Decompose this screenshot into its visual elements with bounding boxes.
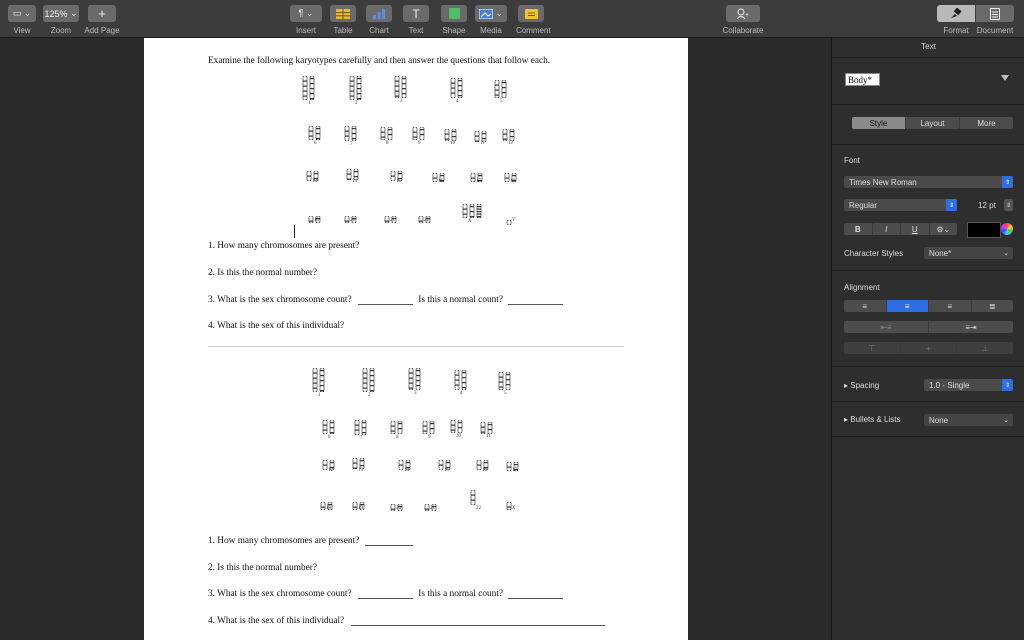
alignment-label: Alignment	[844, 283, 880, 292]
paragraph-style-box[interactable]: Body*	[845, 73, 880, 86]
chromosome-number: 18	[326, 506, 331, 511]
chromosome-number: 10	[450, 141, 455, 146]
add-page-label: Add Page	[84, 26, 120, 35]
font-name-value: Times New Roman	[849, 177, 917, 187]
chromosome-number: 19	[314, 218, 319, 223]
text-icon: T	[403, 5, 429, 22]
insert-label: Insert	[295, 26, 316, 35]
table-label: Table	[333, 26, 353, 35]
chromosome-number: 11	[480, 141, 485, 146]
document-label: Document	[976, 26, 1014, 35]
chromosome-number: 14	[404, 468, 409, 473]
answer-blank[interactable]	[365, 536, 413, 546]
divider	[832, 401, 1024, 402]
bold-button[interactable]: B	[844, 223, 873, 235]
intro-text[interactable]: Examine the following karyotypes carefully and then answer the questions that follow each.	[208, 56, 551, 66]
chromosome-number: 12	[328, 468, 333, 473]
chromosome-number: 10	[456, 434, 461, 439]
view-control[interactable]	[8, 5, 36, 35]
divider	[832, 57, 1024, 58]
chromosome-number: 15	[444, 468, 449, 473]
divider	[832, 366, 1024, 367]
align-bottom-icon[interactable]: ⊥	[981, 343, 989, 353]
chromosome-number: 22	[476, 506, 481, 511]
media-label: Media	[480, 26, 502, 35]
answer-blank[interactable]	[351, 616, 605, 626]
font-size-value[interactable]: 12 pt	[978, 201, 996, 210]
alignment-buttons	[844, 300, 1013, 312]
svg-text:+: +	[745, 12, 750, 19]
sidebar-tabs	[852, 117, 1013, 129]
vertical-align-buttons	[844, 342, 1013, 354]
chevron-down-icon: ⌄	[1003, 250, 1009, 257]
chromosome-number: 16	[438, 179, 443, 184]
chevron-down-icon: ⌄	[1003, 417, 1009, 424]
chromosome-number: 13	[312, 179, 317, 184]
spacing-toggle[interactable]	[844, 381, 879, 390]
chromosome-number: 4	[460, 391, 463, 396]
chromosome-number: 7	[350, 142, 353, 147]
k2-question-3b: Is this a normal count?	[418, 589, 503, 599]
align-right-icon[interactable]: ≡	[929, 300, 972, 312]
spacing-value: 1.0 - Single	[929, 380, 970, 390]
divider	[832, 144, 1024, 145]
text-color-well[interactable]	[967, 222, 1001, 238]
chromosome-number: 17	[476, 179, 481, 184]
align-justify-icon[interactable]: ≣	[988, 301, 996, 311]
divider	[832, 104, 1024, 105]
underline-button[interactable]: U	[901, 223, 930, 235]
k2-question-4[interactable]	[208, 616, 605, 626]
chromosome-number: 4	[456, 99, 459, 104]
updown-arrows-icon: ⇕	[1002, 379, 1013, 391]
updown-arrows-icon: ⇕	[1002, 176, 1013, 188]
text-style-buttons	[844, 223, 957, 235]
disclosure-triangle-icon: ▸	[844, 381, 849, 390]
chart-label: Chart	[369, 26, 389, 35]
k2-question-3[interactable]	[208, 589, 563, 599]
shape-label: Shape	[442, 26, 466, 35]
chromosome-number: 21	[390, 218, 395, 223]
view-icon: ▭ ⌄	[8, 5, 36, 22]
collaborate-button[interactable]	[720, 5, 766, 35]
chromosome-number: 13	[358, 468, 363, 473]
collaborate-icon	[726, 5, 760, 22]
zoom-control[interactable]	[43, 5, 79, 35]
chromosome-number: 3	[400, 99, 403, 104]
bullets-select[interactable]	[924, 414, 1013, 426]
k1-question-4[interactable]: 4. What is the sex of this individual?	[208, 321, 345, 331]
k1-question-3a: 3. What is the sex chromosome count?	[208, 295, 352, 305]
chromosome-number: 11	[486, 434, 491, 439]
align-left-icon[interactable]: ≡	[844, 300, 887, 312]
font-size-stepper[interactable]: ⇕	[1004, 199, 1013, 211]
k1-question-3b: Is this a normal count?	[418, 295, 503, 305]
tab-more[interactable]: More	[977, 118, 996, 128]
chromosome-number: 6	[328, 435, 331, 440]
chromosome-number: 14	[352, 179, 357, 184]
chromosome-number: X	[468, 219, 472, 224]
comment-button[interactable]	[516, 5, 551, 35]
comment-label: Comment	[516, 26, 551, 35]
align-top-icon[interactable]: ⊤	[844, 342, 901, 354]
chromosome-number: 5	[504, 391, 507, 396]
font-label: Font	[844, 156, 861, 165]
gear-icon[interactable]: ⚙⌄	[936, 224, 951, 234]
chromosome-number: 21	[430, 506, 435, 511]
font-style-value: Regular	[849, 200, 878, 210]
add-page-control[interactable]	[84, 5, 120, 35]
toolbar	[0, 0, 1024, 38]
format-label: Format	[943, 26, 969, 35]
text-label: Text	[408, 26, 424, 35]
chromosome-number: 9	[428, 435, 431, 440]
chromosome-number: 1	[308, 101, 311, 106]
chromosome-number: 22	[424, 218, 429, 223]
answer-blank[interactable]	[358, 589, 413, 599]
chromosome-number: 8	[396, 435, 399, 440]
font-style-select[interactable]	[844, 199, 957, 211]
table-icon	[330, 5, 356, 22]
text-button[interactable]	[403, 5, 429, 35]
paintbrush-icon	[937, 5, 975, 22]
chromosome-number: 6	[314, 141, 317, 146]
chart-button[interactable]	[366, 5, 392, 35]
character-styles-label: Character Styles	[844, 249, 904, 258]
karyotype-2	[144, 38, 688, 528]
chevron-down-icon[interactable]	[1001, 75, 1009, 81]
tab-layout[interactable]: Layout	[906, 117, 960, 129]
indent-buttons	[844, 321, 1013, 333]
k2-question-4-text: 4. What is the sex of this individual?	[208, 616, 345, 626]
chart-icon	[366, 5, 392, 22]
chromosome-number: 19	[358, 506, 363, 511]
zoom-value: 125%	[44, 8, 68, 19]
document-canvas[interactable]	[0, 38, 831, 640]
media-button[interactable]	[475, 5, 507, 35]
media-icon: ⌄	[475, 5, 507, 22]
divider	[832, 436, 1024, 437]
collaborate-label: Collaborate	[722, 26, 764, 35]
chromosome-number: 1	[318, 393, 321, 398]
spacing-select[interactable]	[924, 379, 1013, 391]
insert-button[interactable]	[290, 5, 322, 35]
shape-button[interactable]	[441, 5, 467, 35]
spacing-label: Spacing	[850, 381, 880, 390]
k2-question-2[interactable]: 2. Is this the normal number?	[208, 563, 317, 573]
zoom-label: Zoom	[50, 26, 72, 35]
disclosure-triangle-icon: ▸	[844, 415, 849, 424]
tab-style[interactable]: Style	[852, 117, 906, 129]
align-middle-icon[interactable]: +	[901, 342, 958, 354]
zoom-select[interactable]: 125% ⌄	[43, 5, 79, 22]
chromosome-number: X	[512, 506, 516, 511]
chromosome-number: 17	[512, 468, 517, 473]
font-name-select[interactable]	[844, 176, 1013, 188]
chromosome-number: 20	[350, 218, 355, 223]
k2-question-1-text: 1. How many chromosomes are present?	[208, 536, 360, 546]
k1-question-1[interactable]: 1. How many chromosomes are present?	[208, 241, 360, 251]
chromosome-number: Y	[512, 218, 516, 223]
chromosome-number: 2	[368, 393, 371, 398]
comment-icon	[518, 5, 544, 22]
shape-icon	[441, 5, 467, 22]
table-button[interactable]	[330, 5, 356, 35]
chromosome-number: 8	[386, 141, 389, 146]
plus-icon: +	[88, 5, 116, 22]
chromosome-number: 3	[414, 391, 417, 396]
answer-blank[interactable]	[508, 589, 563, 599]
chromosome-pair	[506, 458, 519, 476]
k2-question-3a: 3. What is the sex chromosome count?	[208, 589, 352, 599]
document-page[interactable]	[144, 38, 688, 640]
bullets-toggle[interactable]	[844, 415, 901, 424]
chromosome-number: 20	[396, 506, 401, 511]
character-styles-select[interactable]	[924, 247, 1013, 259]
updown-arrows-icon: ⇕	[946, 199, 957, 211]
document-button[interactable]	[975, 5, 1015, 35]
increase-indent-icon[interactable]: ≡⇥	[965, 322, 977, 332]
paragraph-icon: ¶ ⌄	[290, 5, 322, 22]
decrease-indent-icon[interactable]: ⇤≡	[844, 321, 929, 333]
divider	[832, 270, 1024, 271]
chromosome-number: 16	[482, 468, 487, 473]
color-wheel-icon[interactable]	[1001, 223, 1013, 235]
chromosome-number: 7	[360, 436, 363, 441]
bullets-label: Bullets & Lists	[850, 415, 901, 424]
align-center-icon[interactable]: ≡	[887, 300, 930, 312]
chromosome-number: 15	[396, 179, 401, 184]
k2-question-1[interactable]	[208, 536, 413, 546]
character-styles-value: None*	[929, 248, 952, 258]
format-sidebar	[831, 38, 1024, 640]
chromosome-number: 9	[418, 141, 421, 146]
italic-button[interactable]: I	[873, 223, 902, 235]
document-icon	[976, 5, 1014, 22]
format-button[interactable]	[937, 5, 975, 35]
view-label: View	[13, 26, 31, 35]
chromosome-number: 18	[510, 179, 515, 184]
k1-question-2[interactable]: 2. Is this the normal number?	[208, 268, 317, 278]
bullets-value: None	[929, 415, 949, 425]
chromosome-number: 5	[500, 99, 503, 104]
chromosome-number: 12	[508, 141, 513, 146]
sidebar-header: Text	[921, 42, 936, 51]
chromosome-number: 2	[355, 101, 358, 106]
